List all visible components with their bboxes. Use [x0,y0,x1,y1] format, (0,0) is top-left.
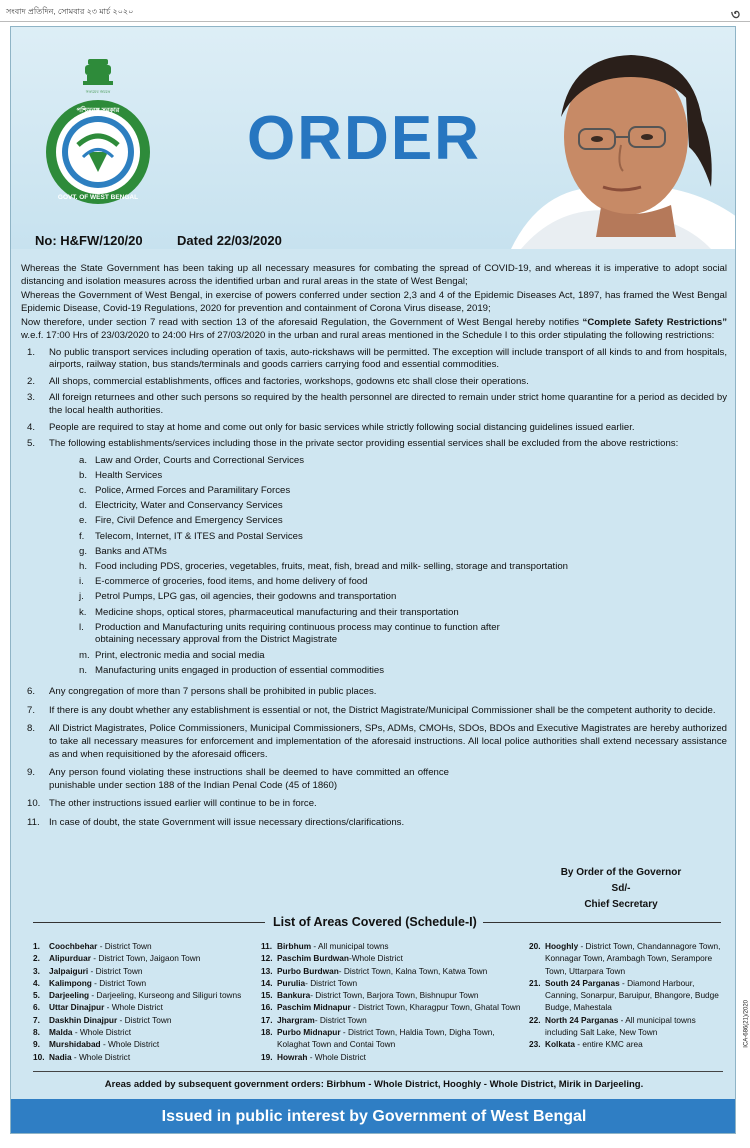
restriction-item [21,422,727,435]
item-text: Health Services [95,469,163,481]
item-text: Medicine shops, optical stores, pharmaceutical manufacturing and their transportation [95,606,459,618]
notification-paragraph [21,317,727,342]
area-district: Alipurduar [49,953,91,964]
area-row [529,977,729,1014]
list-item [79,648,727,663]
schedule-title: List of Areas Covered (Schedule-I) [273,915,477,929]
item-letter: f. [79,530,85,542]
chief-minister-portrait-image [481,37,736,249]
area-number: 16. [261,1002,273,1013]
area-number: 19. [261,1051,273,1062]
area-detail: - District Town [305,977,358,988]
area-number: 4. [33,977,40,988]
area-detail: -Whole District [348,953,403,964]
item-letter: m. [79,649,90,661]
area-row [261,1026,521,1051]
area-district: Coochbehar [49,941,98,951]
restriction-item [21,798,727,811]
item-number: 3. [27,392,36,404]
restriction-item [21,392,727,417]
area-number: 15. [261,990,273,1001]
item-text: All District Magistrates, Police Commissioners, Municipal Commissioners, SPs, ADMs, CMOHs, SDOs, BDOs and Executive Magistrates are hereby authorized to take all necessary measures for enforcement and implementation of the aforesaid instructions. All local police authorities shall extend necessary assistance as and when requisitioned by the aforesaid officers. [49,723,727,760]
area-detail: - District Town, Chandannagore Town, [578,941,721,951]
area-detail: - District Town [97,941,152,951]
area-district: Paschim Burdwan [277,953,349,964]
item-letter: b. [79,469,88,481]
area-detail: - All municipal towns [311,941,389,951]
area-row [33,989,265,1001]
item-text: Telecom, Internet, IT & ITES and Postal Services [95,530,303,542]
area-detail: - Whole District [307,1051,366,1062]
area-detail: Town, Uttarpara Town [545,965,626,976]
item-text: Electricity, Water and Conservancy Services [95,500,283,512]
area-detail: Kolaghat Town and Contai Town [277,1039,396,1050]
restriction-item [21,438,727,451]
area-row [33,940,265,952]
ad-code: ICA-686(21)/2020 [744,1000,750,1048]
list-item [79,663,727,678]
area-district: Purbo Burdwan [277,965,339,976]
item-text: If there is any doubt whether any establishment is essential or not, the District Magistrate/Municipal Commissioner shall be the competent authority to decide. [49,704,716,716]
area-district: Nadia [49,1051,72,1062]
newspaper-dateline: সংবাদ প্রতিদিন, সোমবার ২৩ মার্চ ২০২০ [6,7,134,16]
page-number: ৩ [730,6,740,22]
item-number: 1. [27,346,36,358]
area-district: Bankura [277,990,311,1001]
area-detail: - Whole District [100,1039,160,1050]
area-number: 7. [33,1014,40,1025]
area-number: 6. [33,1002,40,1013]
order-advertisement [10,26,736,1134]
item-number: 8. [27,723,36,735]
signoff-line: Sd/- [611,883,631,894]
item-number: 7. [27,704,36,716]
item-text: The following establishments/services including those in the private sector providing essential services shall be excluded from the above restrictions: [49,438,679,450]
list-item [79,513,727,528]
list-item [79,468,727,483]
item-text: In case of doubt, the state Government will issue necessary directions/clarifications. [49,816,405,828]
item-letter: c. [79,485,87,497]
item-letter: i. [79,576,84,588]
item-text: Print, electronic media and social media [95,649,265,661]
item-number: 11. [27,816,40,828]
order-date: Dated 22/03/2020 [177,233,282,248]
item-number: 9. [27,767,36,779]
item-number: 4. [27,421,36,433]
list-item [79,620,727,648]
area-number: 9. [33,1039,40,1050]
area-number: 17. [261,1014,273,1025]
area-detail: - District Town, Jaigaon Town [90,953,201,964]
footer-banner: Issued in public interest by Government of West Bengal [11,1099,736,1134]
item-text: Petrol Pumps, LPG gas, oil agencies, their godowns and transportation [95,591,397,603]
area-row [261,989,521,1001]
areas-column-2 [261,940,521,1063]
list-item [79,529,727,544]
area-district: North 24 Parganas [545,1014,619,1025]
area-district: Paschim Midnapur [277,1002,351,1013]
order-number: No: H&FW/120/20 [35,233,143,248]
order-header [11,27,736,249]
item-text: E-commerce of groceries, food items, and home delivery of food [95,576,368,588]
item-text: Any person found violating these instructions shall be deemed to have committed an offence punishable under section 188 of the Indian Penal Code (45 of 1860) [49,767,449,791]
divider [33,922,265,923]
areas-column-1 [33,940,265,1063]
area-district: Purulia [277,977,306,988]
list-item [79,453,727,468]
added-areas-note: Areas added by subsequent government orders: Birbhum - Whole District, Hooghly - Whole District, Mirik in Darjeeling. [104,1079,644,1090]
area-number: 5. [33,990,40,1001]
area-detail: Budge, Mahestala [545,1002,612,1013]
area-district: Jhargram [277,1014,315,1025]
area-row [529,940,729,977]
item-number: 2. [27,375,36,387]
item-text: All foreign returnees and other such persons so required by the health personnel are directed to remain under strict home quarantine for a period as decided by the local health authorities. [49,392,727,416]
item-text: Any congregation of more than 7 persons shall be prohibited in public places. [49,686,377,698]
restriction-item [21,767,727,792]
restriction-item [21,723,727,761]
area-district: Murshidabad [49,1039,101,1050]
restriction-item [21,817,727,830]
item-text: Production and Manufacturing units requiring continuous process may continue to function after obtaining necessary approval from the District Magistrate [95,621,500,646]
signoff-line: Chief Secretary [584,899,658,910]
item-letter: g. [79,545,88,557]
emblem-bottom-text: GOVT. OF WEST BENGAL [57,194,139,201]
area-row [261,1014,521,1026]
area-number: 1. [33,941,40,951]
preamble-paragraph: Whereas the Government of West Bengal, in exercise of powers conferred under section 2,3 and 4 of the Epidemic Diseases Act, 1897, has framed the West Bengal Epidemic Disease, Covid-19 Regulations, 2020 for prevention and containment of Corona Virus disease, 2019; [21,290,727,314]
area-detail: - District Town, Barjora Town, Bishnupur Town [310,990,479,1001]
item-text: Manufacturing units engaged in production of essential commodities [95,664,385,676]
area-row [261,940,521,952]
area-row [33,1014,265,1026]
area-number: 21. [529,977,541,988]
item-text: People are required to stay at home and come out only for basic services while strictly following social distancing guidelines issued earlier. [49,421,635,433]
newspaper-strip [0,0,750,22]
list-item [79,559,727,574]
list-item [79,605,727,620]
area-detail: - Whole District [104,1002,163,1013]
area-detail: - District Town, Haldia Town, Digha Town, [340,1027,495,1038]
item-letter: e. [79,515,88,527]
area-district: Kalimpong [49,977,92,988]
area-number: 20. [529,941,541,951]
area-detail: - entire KMC area [574,1039,643,1050]
area-row [33,977,265,989]
restriction-item [21,376,727,389]
area-district: Birbhum [277,941,312,951]
item-letter: a. [79,454,88,466]
area-detail: - District Town [88,965,143,976]
areas-column-3 [529,940,729,1051]
item-letter: j. [79,591,84,603]
signoff-line: By Order of the Governor [560,867,682,878]
area-detail: - District Town, Kalna Town, Katwa Town [338,965,488,976]
area-detail: - Whole District [71,1051,131,1062]
area-number: 18. [261,1027,273,1038]
item-letter: d. [79,500,88,512]
item-number: 5. [27,438,36,450]
area-detail: - Diamond Harbour, [619,977,695,988]
item-letter: l. [79,621,84,633]
area-detail: - District Town [314,1014,367,1025]
preamble-paragraph: Whereas the State Government has been taking up all necessary measures for combating the spread of COVID-19, and whereas it is imperative to adopt social distancing and isolation measures across the identified urban and rural areas in the state of West Bengal; [21,263,727,287]
area-row [261,977,521,989]
area-district: South 24 Parganas [545,977,620,988]
item-text: Banks and ATMs [95,545,167,557]
area-row [261,965,521,977]
divider [33,1071,723,1072]
area-district: Uttar Dinajpur [49,1002,105,1013]
area-detail: - District Town [117,1014,172,1025]
area-number: 2. [33,953,40,964]
emblem-top-text: পশ্চিমবঙ্গ সরকার [76,107,120,114]
area-number: 14. [261,977,273,988]
area-row [529,1014,729,1039]
west-bengal-emblem-icon [33,57,163,207]
area-row [33,1026,265,1038]
signature-block [531,865,711,913]
item-text: Law and Order, Courts and Correctional Services [95,454,305,466]
area-district: Darjeeling [49,990,90,1001]
area-detail: including Salt Lake, New Town [545,1027,658,1038]
area-number: 13. [261,965,273,976]
list-item [79,589,727,604]
restriction-item [21,686,727,699]
restriction-name: “Complete Safety Restrictions” [582,317,727,329]
area-district: Kolkata [545,1039,575,1050]
notification-text: w.e.f. 17:00 Hrs of 23/03/2020 to 24:00 Hrs of 27/03/2020 in the urban and rural areas mentioned in the Schedule I to this order stipulating the following restrictions: [21,329,715,341]
item-text: Fire, Civil Defence and Emergency Services [95,515,283,527]
item-text: No public transport services including operation of taxis, auto-rickshaws will be permitted. The exception will include transport of all kinds to and from hospitals, airports, railway station, bus stands/terminals and goods carriers carrying food and essential commodities. [49,346,727,371]
item-number: 6. [27,686,36,698]
page-title: ORDER [247,104,481,173]
item-number: 10. [27,798,41,810]
notification-text: Now therefore, under section 7 read with section 13 of the aforesaid Regulation, the Government of West Bengal hereby notifies [21,317,583,329]
item-letter: k. [79,606,87,618]
area-detail: Konnagar Town, Arambagh Town, Serampore [545,953,713,964]
area-district: Purbo Midnapur [277,1027,341,1038]
area-row [33,965,265,977]
area-detail: - All municipal towns [618,1014,696,1025]
essential-services-list [79,453,727,678]
area-number: 3. [33,965,40,976]
area-number: 11. [261,941,273,951]
area-detail: Canning, Sonarpur, Baruipur, Bhangore, Budge [545,990,719,1001]
divider [483,922,721,923]
area-number: 23. [529,1039,541,1050]
area-number: 8. [33,1027,40,1038]
area-detail: - District Town [91,977,147,988]
item-text: Food including PDS, groceries, vegetables, fruits, meat, fish, bread and milk- selling, storage and transportation [95,561,569,573]
item-letter: h. [79,561,88,573]
item-text: The other instructions issued earlier will continue to be in force. [49,798,317,810]
list-item [79,544,727,559]
area-number: 12. [261,953,273,964]
area-detail: - District Town, Kharagpur Town, Ghatal Town [350,1002,521,1013]
restriction-item [21,347,727,372]
area-detail: - Whole District [72,1027,132,1038]
area-row [33,1038,265,1050]
area-district: Howrah [277,1051,308,1062]
item-letter: n. [79,664,88,676]
area-number: 10. [33,1051,45,1062]
area-number: 22. [529,1014,541,1025]
area-row [261,952,521,964]
area-row [33,1001,265,1013]
item-text: All shops, commercial establishments, offices and factories, workshops, godowns etc shall close their operations. [49,375,529,387]
area-row [261,1001,521,1013]
area-district: Jalpaiguri [49,965,89,976]
emblem-motto: সত্যমেব জয়তে [85,89,111,94]
area-row [261,1051,521,1063]
area-row [33,1051,265,1063]
area-district: Malda [49,1027,73,1038]
list-item [79,498,727,513]
area-row [529,1038,729,1050]
list-item [79,483,727,498]
area-detail: - Darjeeling, Kurseong and Siliguri towns [89,990,242,1001]
order-body [21,263,727,830]
area-district: Hooghly [545,941,579,951]
item-text: Police, Armed Forces and Paramilitary Forces [95,485,291,497]
list-item [79,574,727,589]
restriction-item [21,705,727,718]
area-district: Daskhin Dinajpur [49,1014,118,1025]
area-row [33,952,265,964]
